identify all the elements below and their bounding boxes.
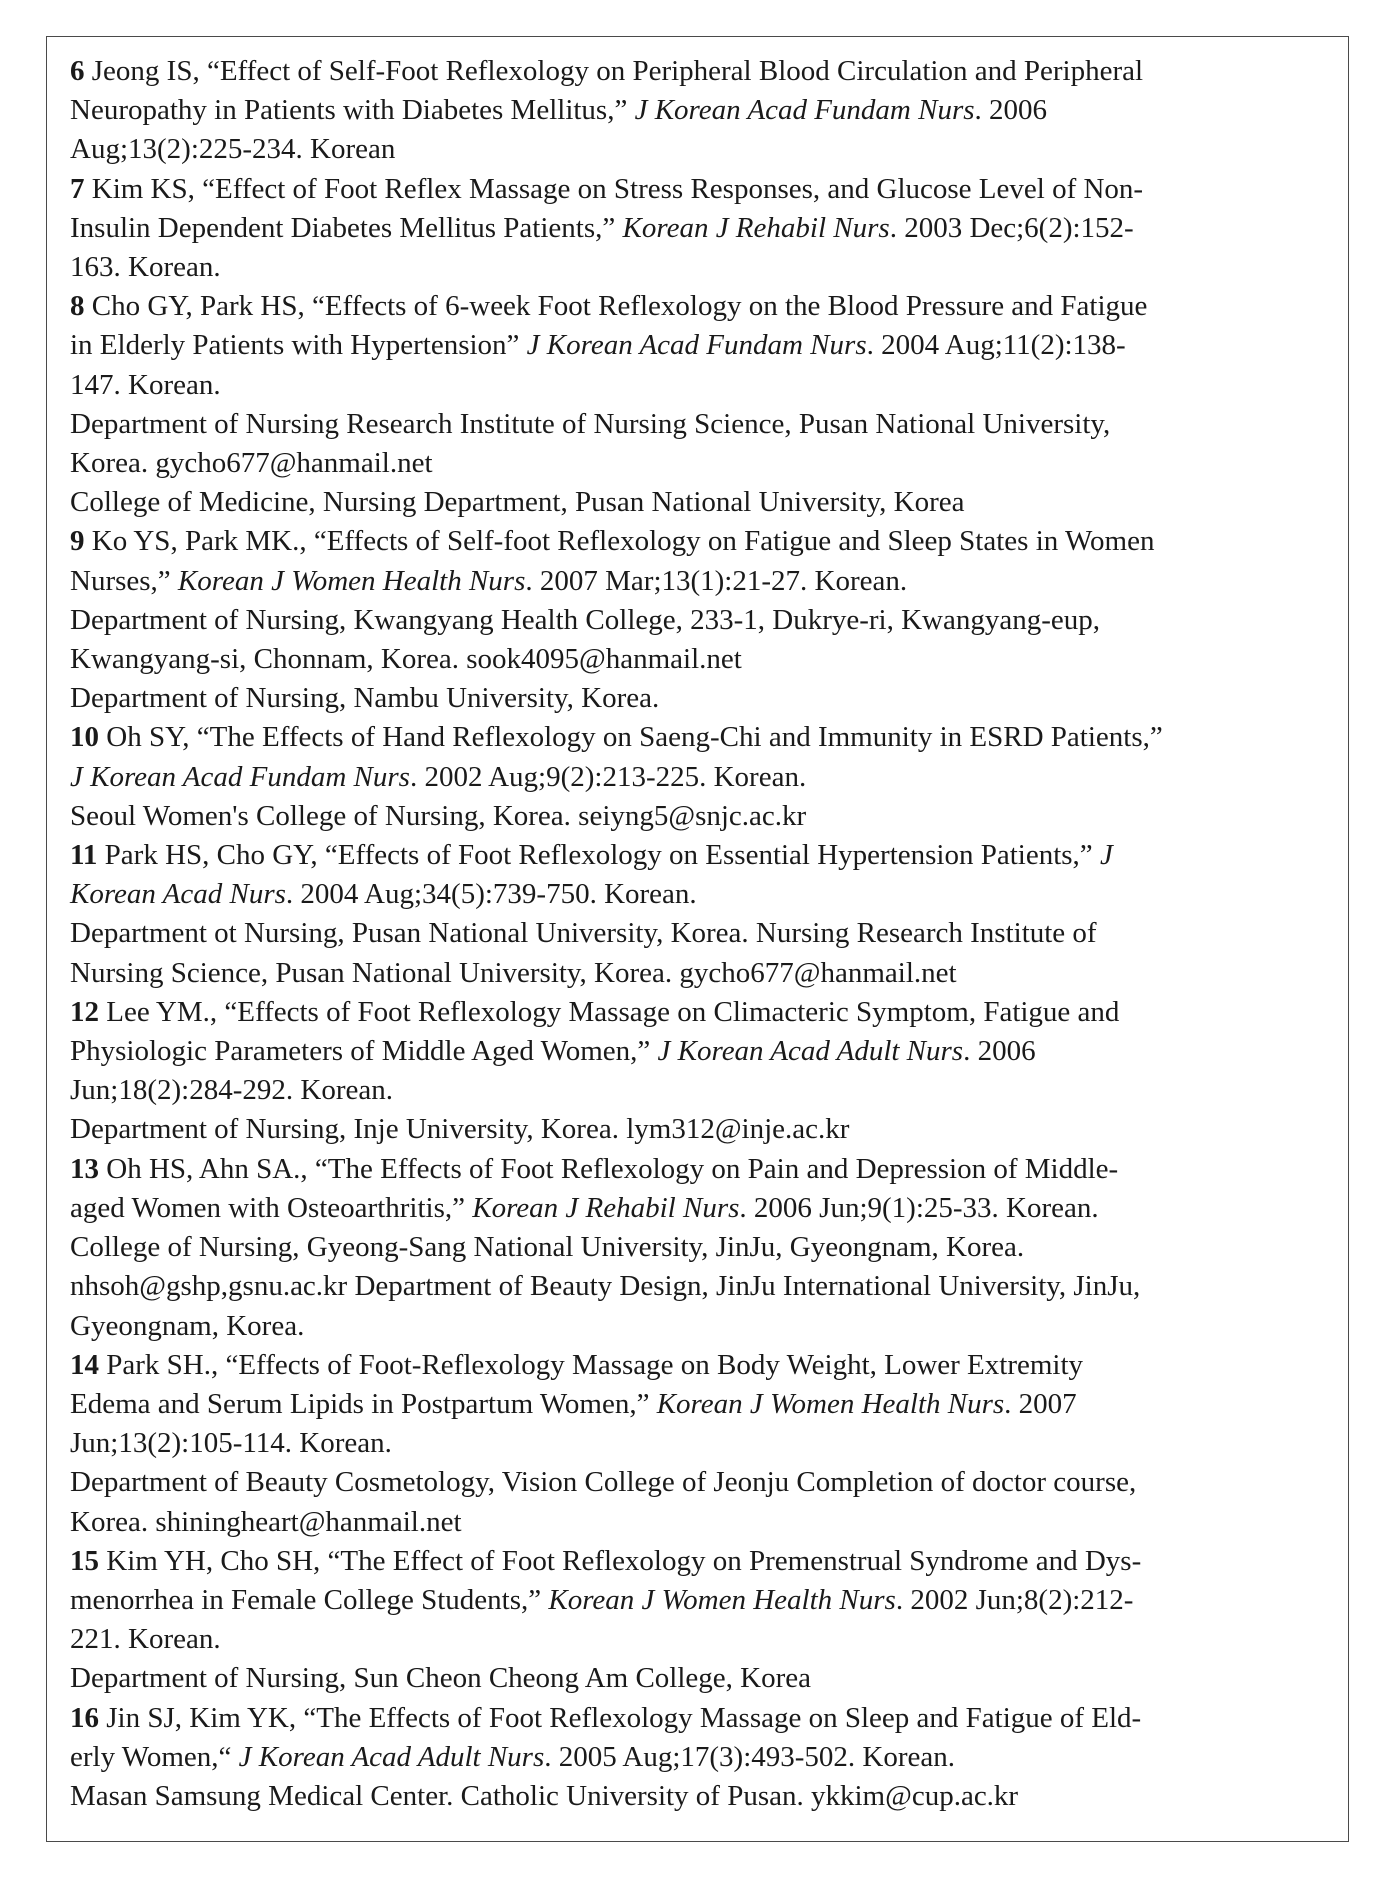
text-line	[70, 993, 1330, 1032]
text-segment: Park HS, Cho GY, “Effects of Foot Reflexology on Essential Hypertension Patients,”	[97, 839, 1100, 872]
text-segment: Department of Nursing, Kwangyang Health College, 233-1, Dukrye-ri, Kwangyang-eup,	[70, 603, 1101, 636]
text-line	[70, 366, 1330, 405]
text-line	[70, 1071, 1330, 1110]
text-line	[70, 1424, 1330, 1463]
text-segment: Oh SY, “The Effects of Hand Reflexology on Saeng-Chi and Immunity in ESRD Patients,”	[99, 721, 1163, 754]
text-line	[70, 679, 1330, 718]
text-line	[70, 1659, 1330, 1698]
reference-number: 7	[70, 172, 85, 205]
reference-number: 15	[70, 1544, 99, 1577]
text-segment: Park SH., “Effects of Foot-Reflexology Massage on Body Weight, Lower Extremity	[99, 1348, 1084, 1381]
reference-number: 13	[70, 1152, 99, 1185]
text-segment: nhsoh@gshp,gsnu.ac.kr Department of Beauty Design, JinJu International University, JinJu,	[70, 1270, 1141, 1303]
text-segment: College of Nursing, Gyeong-Sang National University, JinJu, Gyeongnam, Korea.	[70, 1231, 1025, 1264]
text-line	[70, 1346, 1330, 1385]
journal-name: J Korean Acad Fundam Nurs	[70, 760, 410, 793]
text-segment: Department of Beauty Cosmetology, Vision College of Jeonju Completion of doctor course,	[70, 1466, 1137, 1499]
text-segment: Gyeongnam, Korea.	[70, 1309, 305, 1342]
text-line	[70, 562, 1330, 601]
text-line	[70, 1699, 1330, 1738]
text-line	[70, 248, 1330, 287]
reference-number: 11	[70, 839, 98, 872]
text-segment: . 2006	[974, 94, 1048, 127]
reference-number: 6	[70, 55, 85, 87]
reference-number: 10	[70, 721, 99, 754]
text-line	[70, 130, 1330, 169]
text-line	[70, 1150, 1330, 1189]
text-segment: Edema and Serum Lipids in Postpartum Women,”	[70, 1387, 657, 1420]
text-segment: Jun;13(2):105-114. Korean.	[70, 1427, 392, 1460]
reference-number: 9	[70, 525, 85, 558]
text-segment: Neuropathy in Patients with Diabetes Mellitus,”	[70, 94, 635, 127]
text-segment: 163. Korean.	[70, 251, 221, 284]
text-segment: erly Women,“	[70, 1740, 239, 1773]
text-line	[70, 836, 1330, 875]
text-line	[70, 287, 1330, 326]
text-segment: . 2002 Jun;8(2):212-	[895, 1583, 1134, 1616]
text-segment: Nurses,”	[70, 564, 178, 597]
journal-name: J Korean Acad Adult Nurs	[657, 1035, 964, 1068]
text-line	[70, 797, 1330, 836]
text-line	[70, 718, 1330, 757]
text-segment: Nursing Science, Pusan National University, Korea. gycho677@hanmail.net	[70, 956, 957, 989]
text-segment: Department of Nursing, Nambu University, Korea.	[70, 682, 660, 715]
text-segment: 221. Korean.	[70, 1623, 221, 1656]
text-line	[70, 209, 1330, 248]
text-segment: . 2006 Jun;9(1):25-33. Korean.	[739, 1191, 1099, 1224]
text-line	[70, 1581, 1330, 1620]
journal-name: J Korean Acad Fundam Nurs	[634, 94, 975, 127]
text-segment: Korea. shiningheart@hanmail.net	[70, 1505, 462, 1538]
text-line	[70, 758, 1330, 797]
text-segment: . 2002 Aug;9(2):213-225. Korean.	[409, 760, 807, 793]
text-segment: Kim KS, “Effect of Foot Reflex Massage on Stress Responses, and Glucose Level of Non-	[84, 172, 1144, 205]
text-line	[70, 914, 1330, 953]
text-line	[70, 875, 1330, 914]
text-segment: Department of Nursing, Inje University, Korea. lym312@inje.ac.kr	[70, 1113, 850, 1146]
reference-number: 12	[70, 995, 99, 1028]
text-segment: Jin SJ, Kim YK, “The Effects of Foot Reflexology Massage on Sleep and Fatigue of Eld-	[99, 1701, 1142, 1734]
text-segment: Kim YH, Cho SH, “The Effect of Foot Reflexology on Premenstrual Syndrome and Dys-	[99, 1544, 1142, 1577]
text-line	[70, 170, 1330, 209]
text-segment: Oh HS, Ahn SA., “The Effects of Foot Reflexology on Pain and Depression of Middle-	[99, 1152, 1119, 1185]
text-segment: Korea. gycho677@hanmail.net	[70, 447, 433, 480]
text-segment: Department of Nursing Research Institute of Nursing Science, Pusan National University,	[70, 407, 1111, 440]
journal-name: Korean J Women Health Nurs	[177, 564, 526, 597]
journal-name: J Korean Acad Fundam Nurs	[526, 329, 867, 362]
text-line	[70, 1463, 1330, 1502]
text-line	[70, 91, 1330, 130]
text-segment: . 2006	[963, 1035, 1036, 1068]
text-segment: Jun;18(2):284-292. Korean.	[70, 1074, 393, 1107]
text-segment: in Elderly Patients with Hypertension”	[70, 329, 527, 362]
text-segment: Masan Samsung Medical Center. Catholic University of Pusan. ykkim@cup.ac.kr	[70, 1779, 1019, 1812]
text-segment: Ko YS, Park MK., “Effects of Self-foot Reflexology on Fatigue and Sleep States in Women	[84, 525, 1155, 558]
text-segment: . 2007	[1004, 1387, 1077, 1420]
text-line	[70, 326, 1330, 365]
journal-name: Korean J Women Health Nurs	[656, 1387, 1005, 1420]
text-segment: Insulin Dependent Diabetes Mellitus Patients,”	[70, 211, 623, 244]
text-segment: . 2004 Aug;34(5):739-750. Korean.	[285, 878, 697, 911]
text-line	[70, 405, 1330, 444]
text-line	[70, 444, 1330, 483]
text-line	[70, 1307, 1330, 1346]
text-segment: College of Medicine, Nursing Department, Pusan National University, Korea	[70, 486, 965, 519]
text-segment: Department ot Nursing, Pusan National University, Korea. Nursing Research Institute of	[70, 917, 1097, 950]
text-line	[70, 52, 1330, 91]
text-segment: 147. Korean.	[70, 368, 221, 401]
text-line	[70, 1385, 1330, 1424]
journal-name: Korean J Women Health Nurs	[548, 1583, 896, 1616]
text-segment: Kwangyang-si, Chonnam, Korea. sook4095@hanmail.net	[70, 643, 742, 676]
text-segment: aged Women with Osteoarthritis,”	[70, 1191, 473, 1224]
text-segment: Seoul Women's College of Nursing, Korea. seiyng5@snjc.ac.kr	[70, 799, 807, 832]
journal-name: J	[1099, 839, 1113, 872]
text-line	[70, 954, 1330, 993]
reference-number: 16	[70, 1701, 99, 1734]
text-segment: menorrhea in Female College Students,”	[70, 1583, 549, 1616]
text-segment: Jeong IS, “Effect of Self-Foot Reflexology on Peripheral Blood Circulation and Peripheral	[84, 55, 1144, 87]
text-line	[70, 1267, 1330, 1306]
text-segment: . 2007 Mar;13(1):21-27. Korean.	[525, 564, 908, 597]
text-segment: . 2005 Aug;17(3):493-502. Korean.	[544, 1740, 956, 1773]
journal-name: J Korean Acad Adult Nurs	[238, 1740, 545, 1773]
text-segment: Department of Nursing, Sun Cheon Cheong Am College, Korea	[70, 1662, 811, 1695]
reference-list	[70, 52, 1330, 1816]
text-line	[70, 1189, 1330, 1228]
reference-number: 8	[70, 290, 85, 323]
text-line	[70, 1228, 1330, 1267]
text-line	[70, 640, 1330, 679]
text-line	[70, 1503, 1330, 1542]
journal-name: Korean J Rehabil Nurs	[622, 211, 890, 244]
reference-number: 14	[70, 1348, 99, 1381]
text-segment: . 2004 Aug;11(2):138-	[866, 329, 1126, 362]
text-line	[70, 1620, 1330, 1659]
text-line	[70, 483, 1330, 522]
text-line	[70, 1738, 1330, 1777]
text-segment: Physiologic Parameters of Middle Aged Women,”	[70, 1035, 658, 1068]
text-line	[70, 1032, 1330, 1071]
text-segment: Aug;13(2):225-234. Korean	[70, 133, 396, 166]
text-segment: Cho GY, Park HS, “Effects of 6-week Foot Reflexology on the Blood Pressure and Fatigue	[84, 290, 1148, 323]
journal-name: Korean Acad Nurs	[70, 878, 286, 911]
text-line	[70, 1110, 1330, 1149]
journal-name: Korean J Rehabil Nurs	[472, 1191, 740, 1224]
text-line	[70, 522, 1330, 561]
text-line	[70, 601, 1330, 640]
text-line	[70, 1542, 1330, 1581]
text-line	[70, 1777, 1330, 1816]
text-segment: Lee YM., “Effects of Foot Reflexology Massage on Climacteric Symptom, Fatigue and	[99, 995, 1120, 1028]
text-segment: . 2003 Dec;6(2):152-	[889, 211, 1134, 244]
